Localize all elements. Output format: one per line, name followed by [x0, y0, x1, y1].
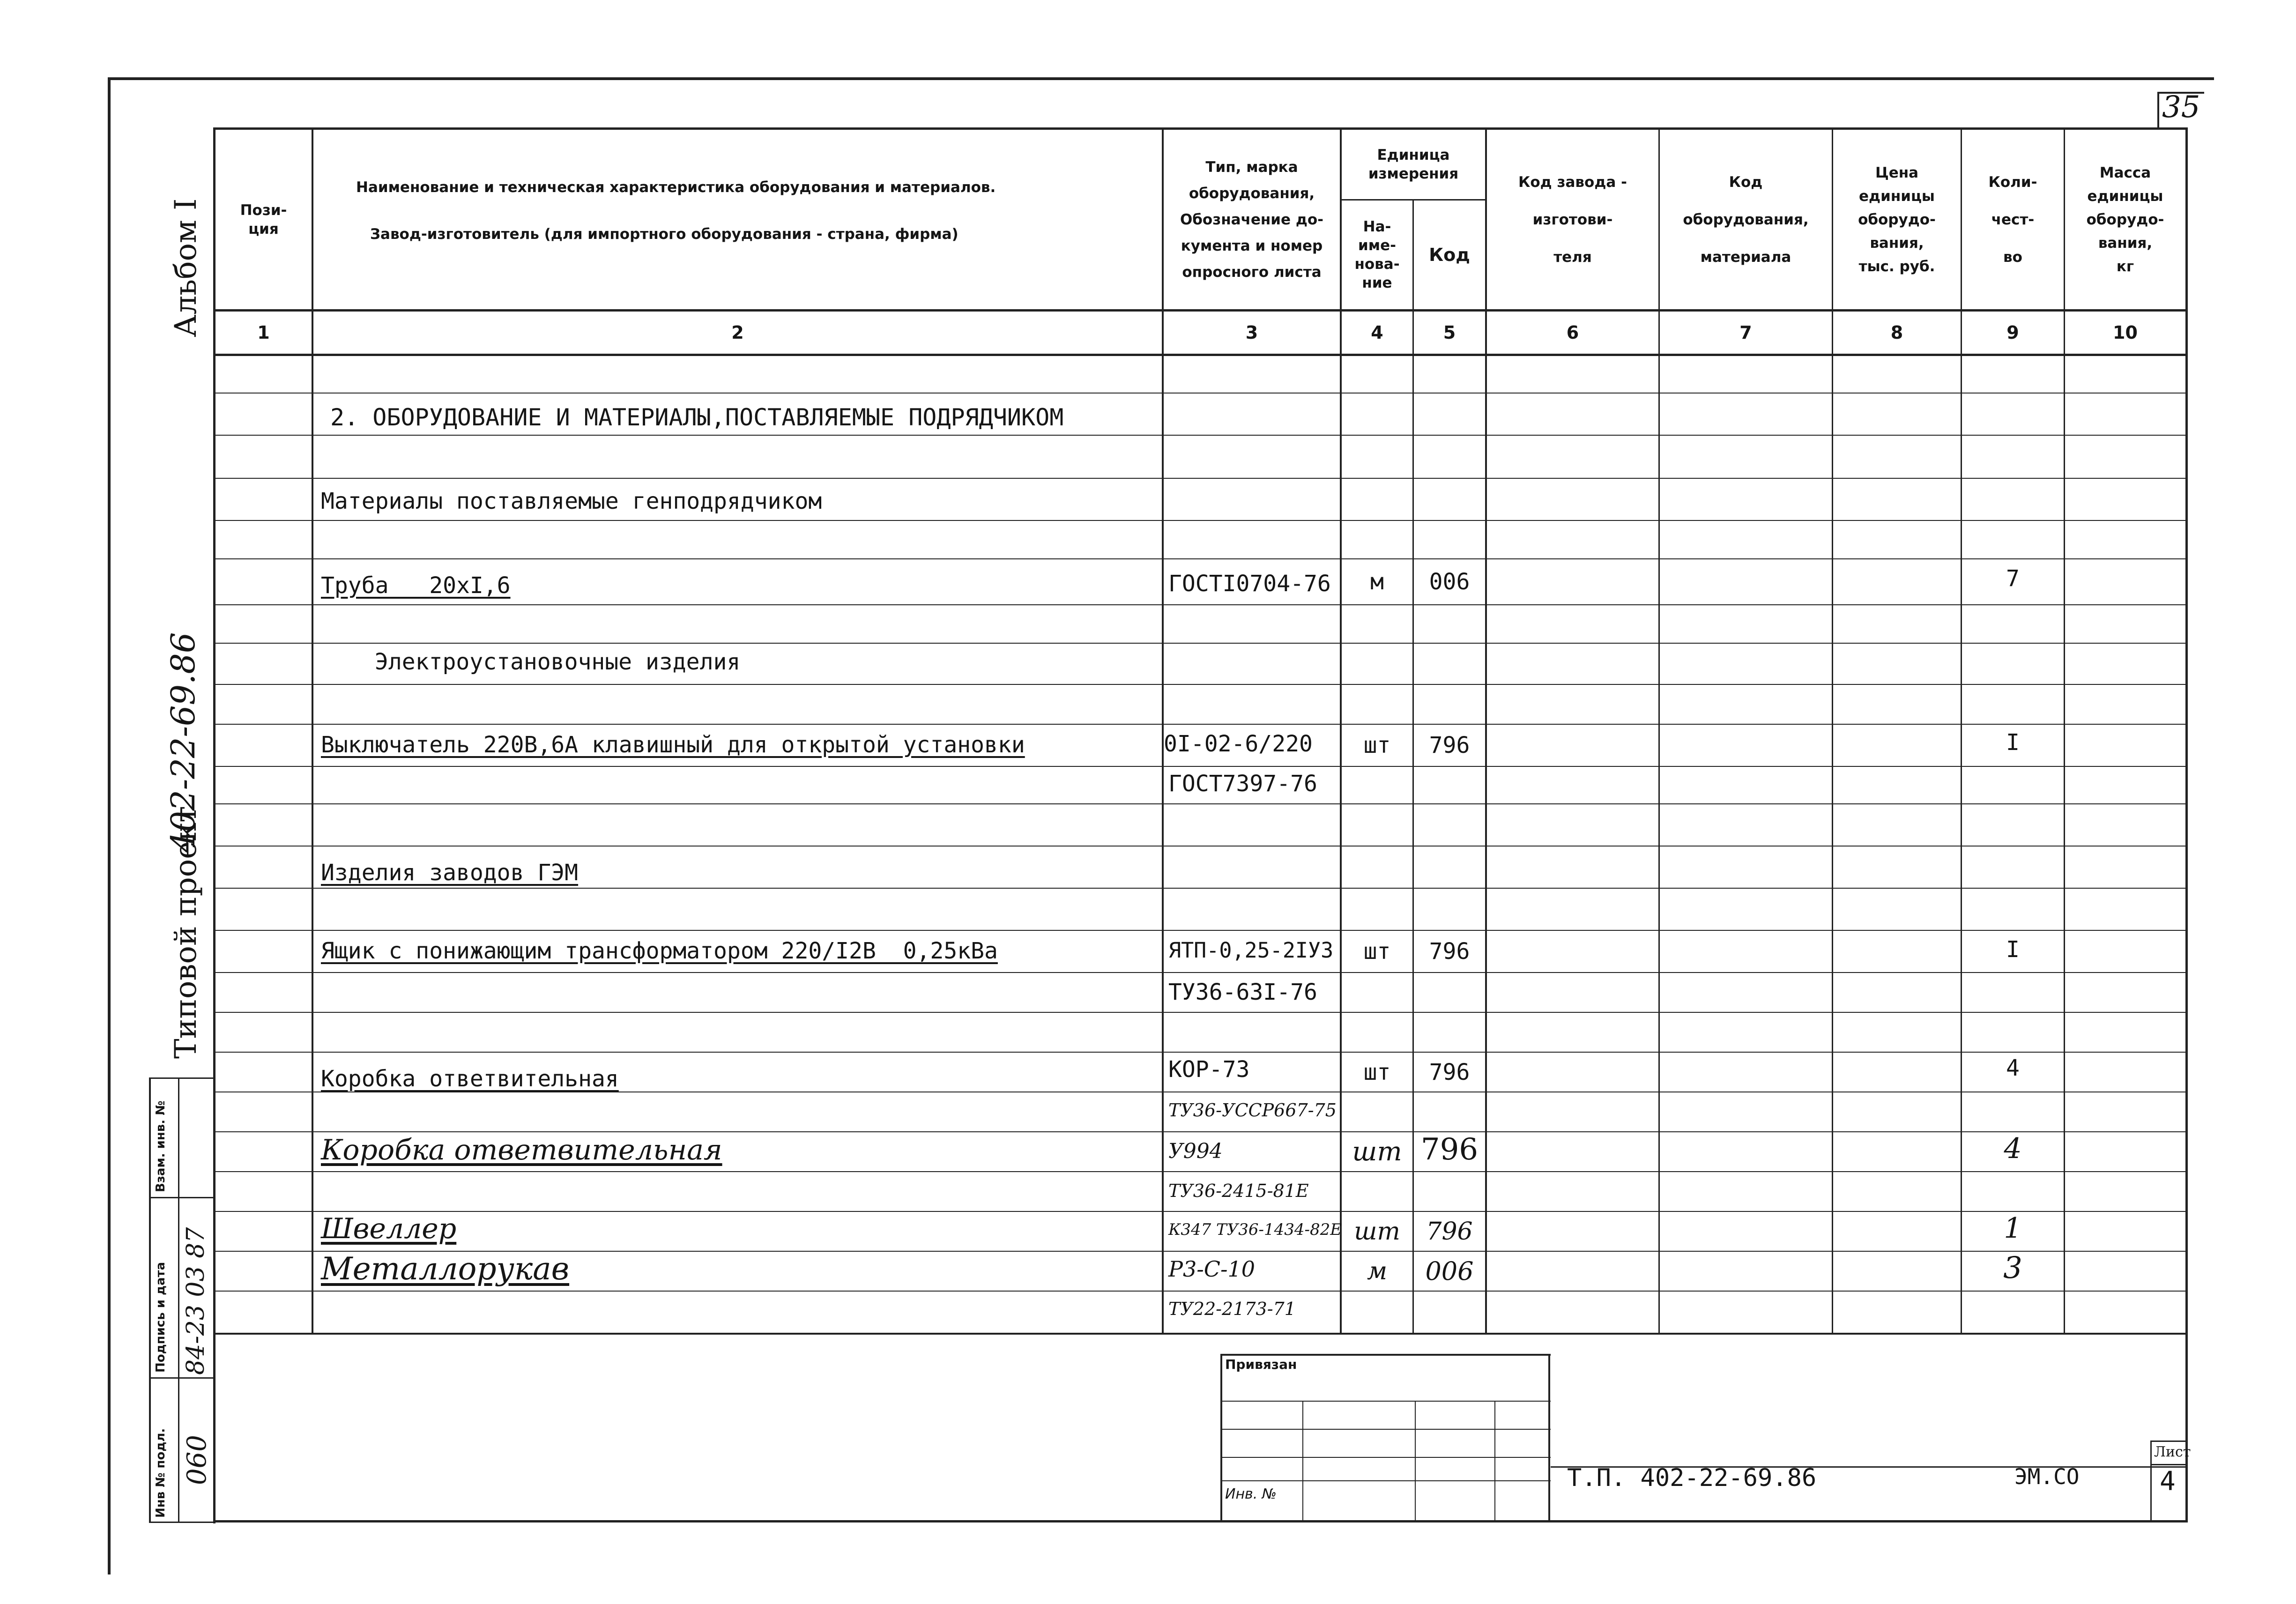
- row-name: Коробка ответвительная: [321, 1134, 722, 1166]
- header-price: Цена единицы оборудо- вания, тыс. руб.: [1858, 164, 1936, 275]
- row-quantity: 4: [2004, 1132, 2022, 1165]
- row-type: К347 ТУ36-1434-82Е: [1168, 1220, 1342, 1239]
- row-unit: м: [1370, 569, 1384, 595]
- column-number-2: 2: [731, 322, 744, 343]
- row-name: Швеллер: [321, 1212, 457, 1245]
- row-type: У994: [1168, 1139, 1223, 1163]
- column-number-5: 5: [1443, 322, 1456, 343]
- row-unit: шт: [1363, 938, 1391, 965]
- row-name: 2. ОБОРУДОВАНИЕ И МАТЕРИАЛЫ,ПОСТАВЛЯЕМЫЕ ПОДРЯДЧИКОМ: [330, 404, 1064, 431]
- row-quantity: I: [2006, 729, 2020, 756]
- row-name: Труба 20хI,6: [321, 572, 511, 599]
- row-quantity: I: [2006, 936, 2020, 963]
- row-code: 796: [1426, 1217, 1473, 1246]
- row-name: Коробка ответвительная: [321, 1066, 619, 1092]
- column-number-10: 10: [2113, 322, 2138, 343]
- document-mark: ЭМ.СО: [2014, 1464, 2080, 1489]
- document-code: Т.П. 402-22-69.86: [1567, 1464, 1817, 1492]
- header-unit-code: Код: [1429, 245, 1470, 265]
- column-number-1: 1: [257, 322, 270, 343]
- stamp-sign-date-value: 84-23 03 87: [182, 1227, 210, 1375]
- row-type-doc: ТУ36-63I-76: [1168, 979, 1317, 1005]
- header-unit-name: На- име- нова- ние: [1354, 218, 1400, 291]
- row-type-doc: ГОСТ7397-76: [1168, 771, 1317, 797]
- album-label: Альбом I: [169, 198, 203, 337]
- row-code: 796: [1429, 938, 1470, 965]
- row-name: Материалы поставляемые генподрядчиком: [321, 488, 822, 514]
- header-position: Пози- ция: [240, 201, 287, 238]
- row-name: Выключатель 220В,6А клавишный для открытой установки: [321, 732, 1025, 758]
- stamp-vzam-label: Взам. инв. №: [154, 1100, 168, 1192]
- stamp-sign-date-label: Подпись и дата: [154, 1262, 168, 1373]
- sheet-number: 4: [2160, 1466, 2176, 1497]
- row-quantity: 1: [2004, 1212, 2022, 1245]
- row-type: КОР-73: [1168, 1056, 1250, 1083]
- header-name-line1: Наименование и техническая характеристика оборудования и материалов.: [356, 179, 996, 196]
- header-equipment-code: Код оборудования, материала: [1683, 173, 1809, 266]
- row-type-doc: ТУ36-УССР667-75: [1168, 1100, 1337, 1121]
- page-number: 35: [2162, 90, 2200, 125]
- row-quantity: 3: [2003, 1251, 2022, 1285]
- header-mass: Масса единицы оборудо- вания, кг: [2086, 164, 2164, 275]
- row-type-doc: ТУ22-2173-71: [1168, 1299, 1296, 1319]
- row-unit: шт: [1352, 1136, 1402, 1167]
- column-number-8: 8: [1890, 322, 1903, 343]
- row-type: ГОСТI0704-76: [1168, 571, 1331, 597]
- row-type-doc: ТУ36-2415-81Е: [1168, 1181, 1309, 1201]
- row-quantity: 4: [2006, 1055, 2020, 1081]
- project-number: 402-22-69.86: [164, 632, 202, 853]
- column-number-3: 3: [1245, 322, 1258, 343]
- row-code: 796: [1429, 732, 1470, 758]
- row-type: 0I-02-6/220: [1164, 731, 1313, 757]
- row-type: Р3-С-10: [1168, 1256, 1256, 1282]
- header-factory-code: Код завода - изготови- теля: [1518, 173, 1627, 266]
- sheet-label: Лист: [2154, 1444, 2191, 1460]
- row-name: Металлорукав: [321, 1251, 570, 1287]
- header-quantity: Коли- чест- во: [1988, 173, 2037, 266]
- row-code: 006: [1429, 569, 1470, 595]
- stamp-inv-orig-value: 060: [182, 1435, 212, 1485]
- column-number-6: 6: [1566, 322, 1579, 343]
- stamp-inv-orig-label: Инв № подл.: [154, 1428, 168, 1518]
- row-quantity: 7: [2006, 565, 2020, 592]
- row-type: ЯТП-0,25-2IУ3: [1168, 938, 1334, 963]
- header-name-line2: Завод-изготовитель (для импортного оборудования - страна, фирма): [370, 226, 959, 243]
- row-unit: м: [1367, 1257, 1388, 1285]
- row-code: 006: [1425, 1256, 1474, 1286]
- privyazan-label: Привязан: [1225, 1357, 1297, 1372]
- row-name: Изделия заводов ГЭМ: [321, 860, 579, 886]
- inv-no-label: Инв. №: [1225, 1486, 1277, 1502]
- column-number-4: 4: [1371, 322, 1383, 343]
- header-type: Тип, марка оборудования, Обозначение до- кумента и номер опросного листа: [1180, 158, 1324, 281]
- row-unit: шт: [1363, 1059, 1391, 1085]
- row-code: 796: [1420, 1132, 1479, 1167]
- project-label: Типовой проект: [169, 806, 203, 1059]
- row-unit: шт: [1354, 1217, 1400, 1246]
- column-number-7: 7: [1739, 322, 1752, 343]
- row-name: Ящик с понижающим трансформатором 220/I2В 0,25кВа: [321, 938, 998, 964]
- column-number-9: 9: [2006, 322, 2019, 343]
- row-name: Электроустановочные изделия: [375, 649, 741, 675]
- row-unit: шт: [1363, 732, 1391, 758]
- header-unit-group: Единица измерения: [1368, 147, 1459, 182]
- row-code: 796: [1429, 1059, 1470, 1085]
